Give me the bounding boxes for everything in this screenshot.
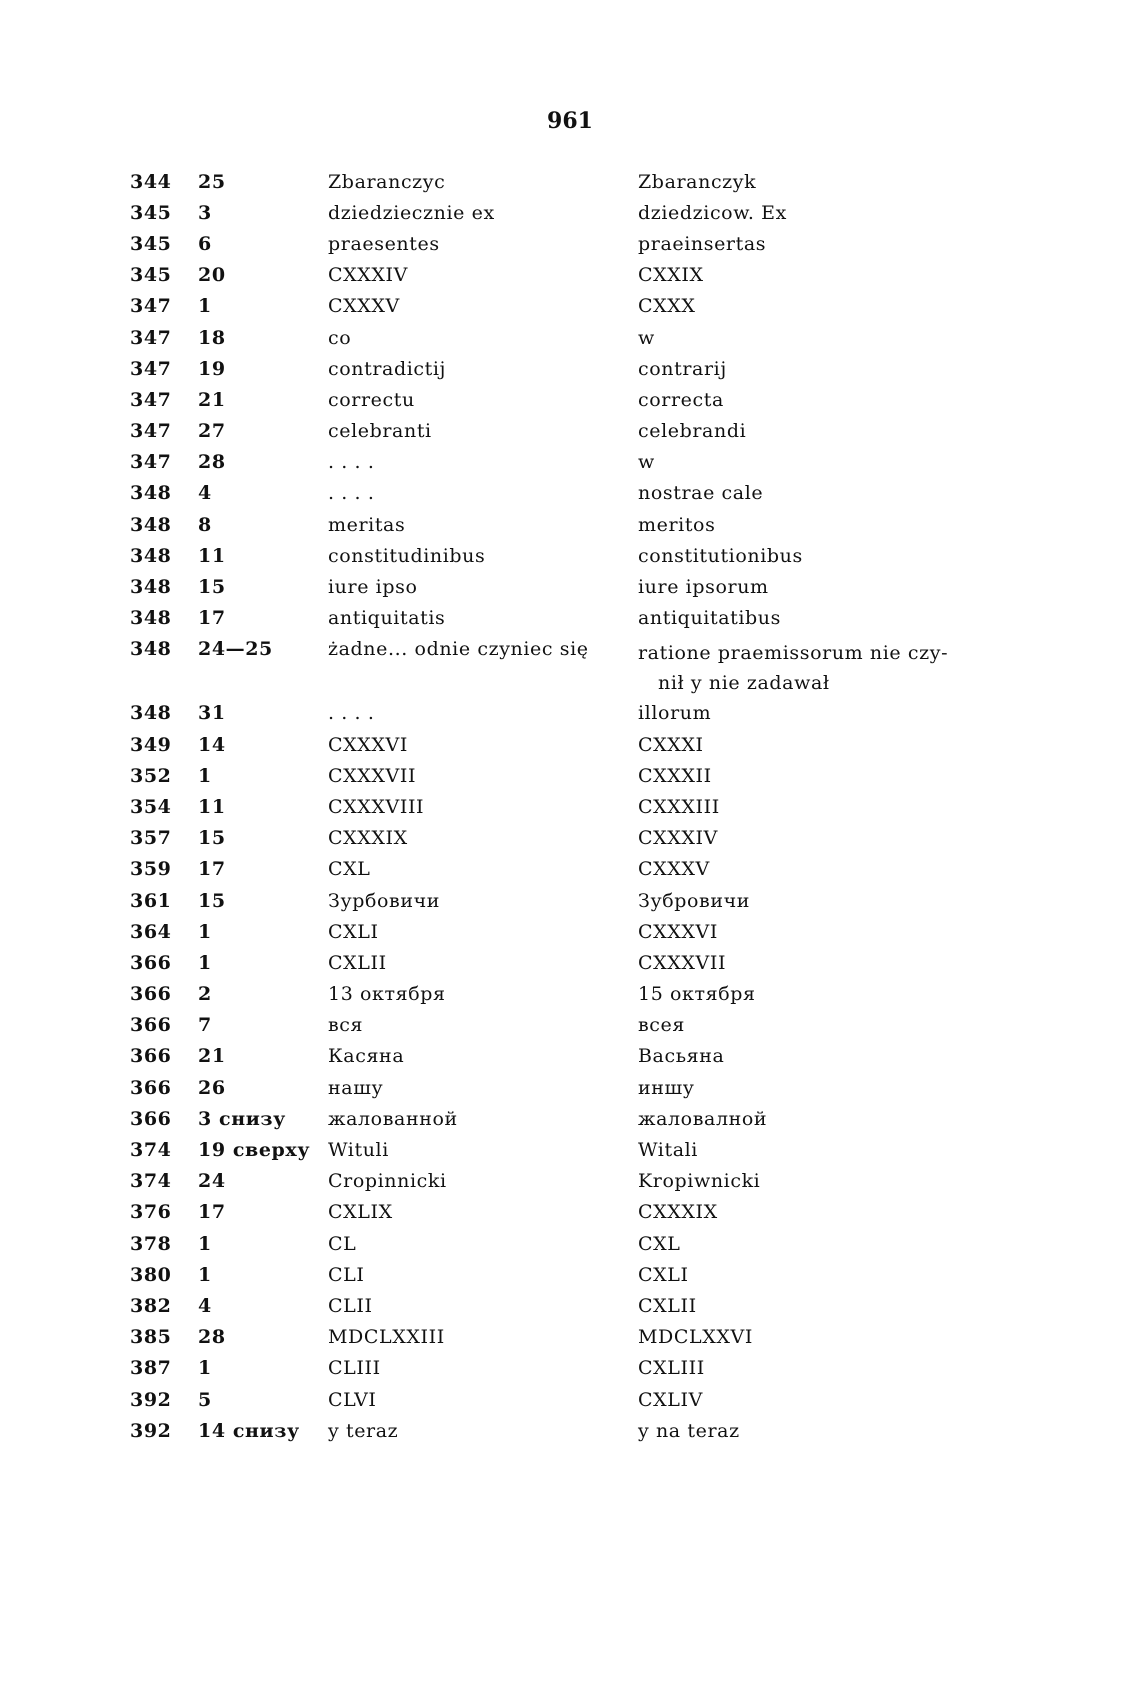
printed-text-cell: CXXXVIII: [328, 795, 425, 818]
correction-text-cell: Zbaranczyk: [638, 170, 757, 193]
printed-text-cell: CXXXV: [328, 295, 400, 318]
page-number-cell: 352: [130, 764, 172, 787]
page-number-cell: 374: [130, 1139, 172, 1162]
page-number-cell: 382: [130, 1294, 172, 1317]
page-number-cell: 387: [130, 1357, 172, 1380]
page-number-cell: 348: [130, 637, 172, 660]
errata-row: [130, 353, 968, 384]
page-number-cell: 348: [130, 513, 172, 536]
errata-row: [130, 260, 968, 291]
printed-text-cell: . . . .: [328, 482, 375, 505]
page-number-cell: 348: [130, 576, 172, 599]
errata-row: [130, 823, 968, 854]
page-number-cell: 345: [130, 264, 172, 287]
printed-text-cell: CLVI: [328, 1388, 377, 1411]
correction-text-cell: 15 октября: [638, 983, 756, 1006]
page-number-cell: 366: [130, 1107, 172, 1130]
correction-text-cell: Witali: [638, 1139, 698, 1162]
errata-row: [130, 509, 968, 540]
page-number-cell: 374: [130, 1170, 172, 1193]
errata-row: [130, 478, 968, 509]
correction-text-cell: CXXXI: [638, 733, 704, 756]
printed-text-cell: CXLI: [328, 920, 379, 943]
printed-text-cell: antiquitatis: [328, 607, 446, 630]
page-number-cell: 364: [130, 920, 172, 943]
line-number-cell: 2: [198, 983, 212, 1006]
errata-row: [130, 760, 968, 791]
line-number-cell: 1: [198, 1263, 212, 1286]
correction-text-cell: CXLI: [638, 1263, 689, 1286]
page-number-cell: 366: [130, 1045, 172, 1068]
correction-text-cell: жаловалной: [638, 1107, 768, 1130]
page-number-cell: 347: [130, 357, 172, 380]
line-number-cell: 18: [198, 326, 226, 349]
line-number-cell: 1: [198, 920, 212, 943]
printed-text-cell: Зурбовичи: [328, 889, 441, 912]
page-number-cell: 348: [130, 544, 172, 567]
page-number-cell: 347: [130, 295, 172, 318]
line-number-cell: 21: [198, 1045, 226, 1068]
errata-row: [130, 916, 968, 947]
line-number-cell: 19: [198, 357, 226, 380]
printed-text-cell: CLI: [328, 1263, 365, 1286]
page-number-cell: 366: [130, 951, 172, 974]
correction-text-cell: CXXX: [638, 295, 696, 318]
page-number-cell: 392: [130, 1388, 172, 1411]
errata-row: [130, 1384, 968, 1415]
printed-text-cell: contradictij: [328, 357, 447, 380]
errata-row: [130, 1166, 968, 1197]
correction-text-cell: всея: [638, 1014, 685, 1037]
errata-body: [130, 166, 968, 1446]
page-number-cell: 361: [130, 889, 172, 912]
line-number-cell: 3: [198, 201, 212, 224]
line-number-cell: 5: [198, 1388, 212, 1411]
correction-text-cell: CXXXV: [638, 858, 710, 881]
printed-text-cell: . . . .: [328, 451, 375, 474]
printed-text-cell: Zbaranczyc: [328, 170, 446, 193]
printed-text-cell: CL: [328, 1232, 357, 1255]
line-number-cell: 3 снизу: [198, 1107, 286, 1130]
printed-text-cell: iure ipso: [328, 576, 418, 599]
printed-text-cell: CXLIX: [328, 1201, 393, 1224]
errata-row: [130, 1010, 968, 1041]
errata-row: [130, 1072, 968, 1103]
page-number-cell: 348: [130, 702, 172, 725]
line-number-cell: 1: [198, 764, 212, 787]
page-number-cell: 347: [130, 388, 172, 411]
page-number-cell: 347: [130, 326, 172, 349]
errata-row: [130, 447, 968, 478]
line-number-cell: 19 сверху: [198, 1139, 311, 1162]
printed-text-cell: CXL: [328, 858, 371, 881]
page-number-cell: 392: [130, 1419, 172, 1442]
line-number-cell: 11: [198, 544, 226, 567]
correction-text-cell: contrarij: [638, 357, 727, 380]
correction-text: ratione praemissorum nie czy-: [638, 641, 949, 664]
line-number-cell: 17: [198, 858, 226, 881]
line-number-cell: 20: [198, 264, 226, 287]
page-number-cell: 345: [130, 201, 172, 224]
page-number-cell: 366: [130, 1076, 172, 1099]
correction-text-cell: nostrae cale: [638, 482, 764, 505]
printed-text-cell: żadne... odnie czyniec się: [328, 637, 589, 660]
correction-text-cell: MDCLXXVI: [638, 1326, 753, 1349]
errata-row: [130, 1228, 968, 1259]
page-number-cell: 378: [130, 1232, 172, 1255]
line-number-cell: 15: [198, 576, 226, 599]
page-number-cell: 354: [130, 795, 172, 818]
line-number-cell: 1: [198, 951, 212, 974]
correction-text-cell: иншу: [638, 1076, 695, 1099]
line-number-cell: 14: [198, 733, 226, 756]
errata-row: [130, 698, 968, 729]
errata-row: [130, 540, 968, 571]
correction-text-cell: w: [638, 451, 655, 474]
errata-row: [130, 1134, 968, 1165]
errata-row: [130, 1415, 968, 1446]
line-number-cell: 28: [198, 1326, 226, 1349]
line-number-cell: 4: [198, 1294, 212, 1317]
printed-text-cell: celebranti: [328, 420, 432, 443]
correction-text-cell: celebrandi: [638, 420, 747, 443]
page-number-cell: 359: [130, 858, 172, 881]
line-number-cell: 31: [198, 702, 226, 725]
printed-text-cell: 13 октября: [328, 983, 446, 1006]
printed-text-cell: вся: [328, 1014, 364, 1037]
correction-text-cell: CXLIII: [638, 1357, 705, 1380]
errata-row: [130, 1103, 968, 1134]
correction-text-cell: CXXXIII: [638, 795, 720, 818]
printed-text-cell: MDCLXXIII: [328, 1326, 445, 1349]
line-number-cell: 1: [198, 1232, 212, 1255]
printed-text-cell: praesentes: [328, 232, 440, 255]
printed-text-cell: dziedziecznie ex: [328, 201, 495, 224]
printed-text-cell: жалованной: [328, 1107, 458, 1130]
correction-text-continuation: nił y nie zadawał: [658, 671, 830, 694]
errata-row: [130, 166, 968, 197]
page-number-cell: 366: [130, 1014, 172, 1037]
correction-text-cell: CXXXIV: [638, 827, 718, 850]
errata-row: [130, 291, 968, 322]
page-number-cell: 366: [130, 983, 172, 1006]
page-number-cell: 357: [130, 827, 172, 850]
page-number-cell: 345: [130, 232, 172, 255]
printed-text-cell: CXLII: [328, 951, 387, 974]
page-number-cell: 376: [130, 1201, 172, 1224]
printed-text-cell: meritas: [328, 513, 406, 536]
correction-text-cell: illorum: [638, 702, 712, 725]
correction-text-cell: iure ipsorum: [638, 576, 769, 599]
printed-text-cell: CXXXIV: [328, 264, 408, 287]
errata-row: [130, 979, 968, 1010]
page-number-cell: 380: [130, 1263, 172, 1286]
printed-text-cell: CXXXVI: [328, 733, 408, 756]
printed-text-cell: co: [328, 326, 352, 349]
errata-row: [130, 571, 968, 602]
correction-text-cell: antiquitatibus: [638, 607, 781, 630]
correction-text-cell: CXXIX: [638, 264, 704, 287]
printed-text-cell: Wituli: [328, 1139, 389, 1162]
line-number-cell: 7: [198, 1014, 212, 1037]
correction-text-cell: [638, 634, 968, 698]
printed-text-cell: Касяна: [328, 1045, 405, 1068]
line-number-cell: 11: [198, 795, 226, 818]
printed-text-cell: нашу: [328, 1076, 384, 1099]
line-number-cell: 1: [198, 1357, 212, 1380]
line-number-cell: 28: [198, 451, 226, 474]
errata-row: [130, 947, 968, 978]
page-number: 961: [547, 108, 593, 134]
line-number-cell: 25: [198, 170, 226, 193]
errata-row: [130, 384, 968, 415]
line-number-cell: 4: [198, 482, 212, 505]
correction-text-cell: y na teraz: [638, 1419, 740, 1442]
line-number-cell: 26: [198, 1076, 226, 1099]
line-number-cell: 27: [198, 420, 226, 443]
line-number-cell: 15: [198, 889, 226, 912]
printed-text-cell: CLII: [328, 1294, 373, 1317]
line-number-cell: 24—25: [198, 637, 273, 660]
errata-row: [130, 1290, 968, 1321]
page-number-cell: 344: [130, 170, 172, 193]
errata-row: [130, 885, 968, 916]
line-number-cell: 14 снизу: [198, 1419, 300, 1442]
line-number-cell: 17: [198, 607, 226, 630]
errata-row: [130, 729, 968, 760]
errata-row: [130, 1353, 968, 1384]
errata-row: [130, 197, 968, 228]
errata-row: [130, 1197, 968, 1228]
correction-text-cell: correcta: [638, 388, 724, 411]
page-number-cell: 347: [130, 451, 172, 474]
printed-text-cell: y teraz: [328, 1419, 399, 1442]
correction-text-cell: CXXXII: [638, 764, 712, 787]
errata-table: [130, 166, 968, 1446]
correction-text-cell: Васьяна: [638, 1045, 725, 1068]
printed-text-cell: CXXXIX: [328, 827, 408, 850]
correction-text-cell: w: [638, 326, 655, 349]
correction-text-cell: Зубровичи: [638, 889, 751, 912]
correction-text-cell: CXXXVII: [638, 951, 727, 974]
page-number-cell: 385: [130, 1326, 172, 1349]
correction-text-cell: CXLIV: [638, 1388, 703, 1411]
printed-text-cell: constitudinibus: [328, 544, 486, 567]
errata-row: [130, 416, 968, 447]
correction-text-cell: dziedzicow. Ex: [638, 201, 787, 224]
correction-text-cell: CXLII: [638, 1294, 697, 1317]
printed-text-cell: CXXXVII: [328, 764, 417, 787]
correction-text-cell: meritos: [638, 513, 716, 536]
line-number-cell: 1: [198, 295, 212, 318]
correction-text-cell: constitutionibus: [638, 544, 803, 567]
line-number-cell: 24: [198, 1170, 226, 1193]
page-number-cell: 348: [130, 607, 172, 630]
correction-text-cell: CXXXVI: [638, 920, 718, 943]
page-number-cell: 349: [130, 733, 172, 756]
line-number-cell: 17: [198, 1201, 226, 1224]
page-number-cell: 348: [130, 482, 172, 505]
printed-text-cell: . . . .: [328, 702, 375, 725]
line-number-cell: 21: [198, 388, 226, 411]
errata-row: [130, 1322, 968, 1353]
line-number-cell: 6: [198, 232, 212, 255]
errata-row: [130, 1041, 968, 1072]
printed-text-cell: Cropinnicki: [328, 1170, 447, 1193]
printed-text-cell: correctu: [328, 388, 415, 411]
printed-text-cell: CLIII: [328, 1357, 381, 1380]
errata-row: [130, 322, 968, 353]
errata-row: [130, 634, 968, 698]
errata-row: [130, 228, 968, 259]
errata-row: [130, 791, 968, 822]
errata-row: [130, 603, 968, 634]
errata-row: [130, 854, 968, 885]
correction-text-cell: CXXXIX: [638, 1201, 718, 1224]
line-number-cell: 15: [198, 827, 226, 850]
correction-text-cell: CXL: [638, 1232, 681, 1255]
correction-text-cell: praeinsertas: [638, 232, 767, 255]
errata-row: [130, 1259, 968, 1290]
correction-text-cell: Kropiwnicki: [638, 1170, 761, 1193]
line-number-cell: 8: [198, 513, 212, 536]
page-number-cell: 347: [130, 420, 172, 443]
